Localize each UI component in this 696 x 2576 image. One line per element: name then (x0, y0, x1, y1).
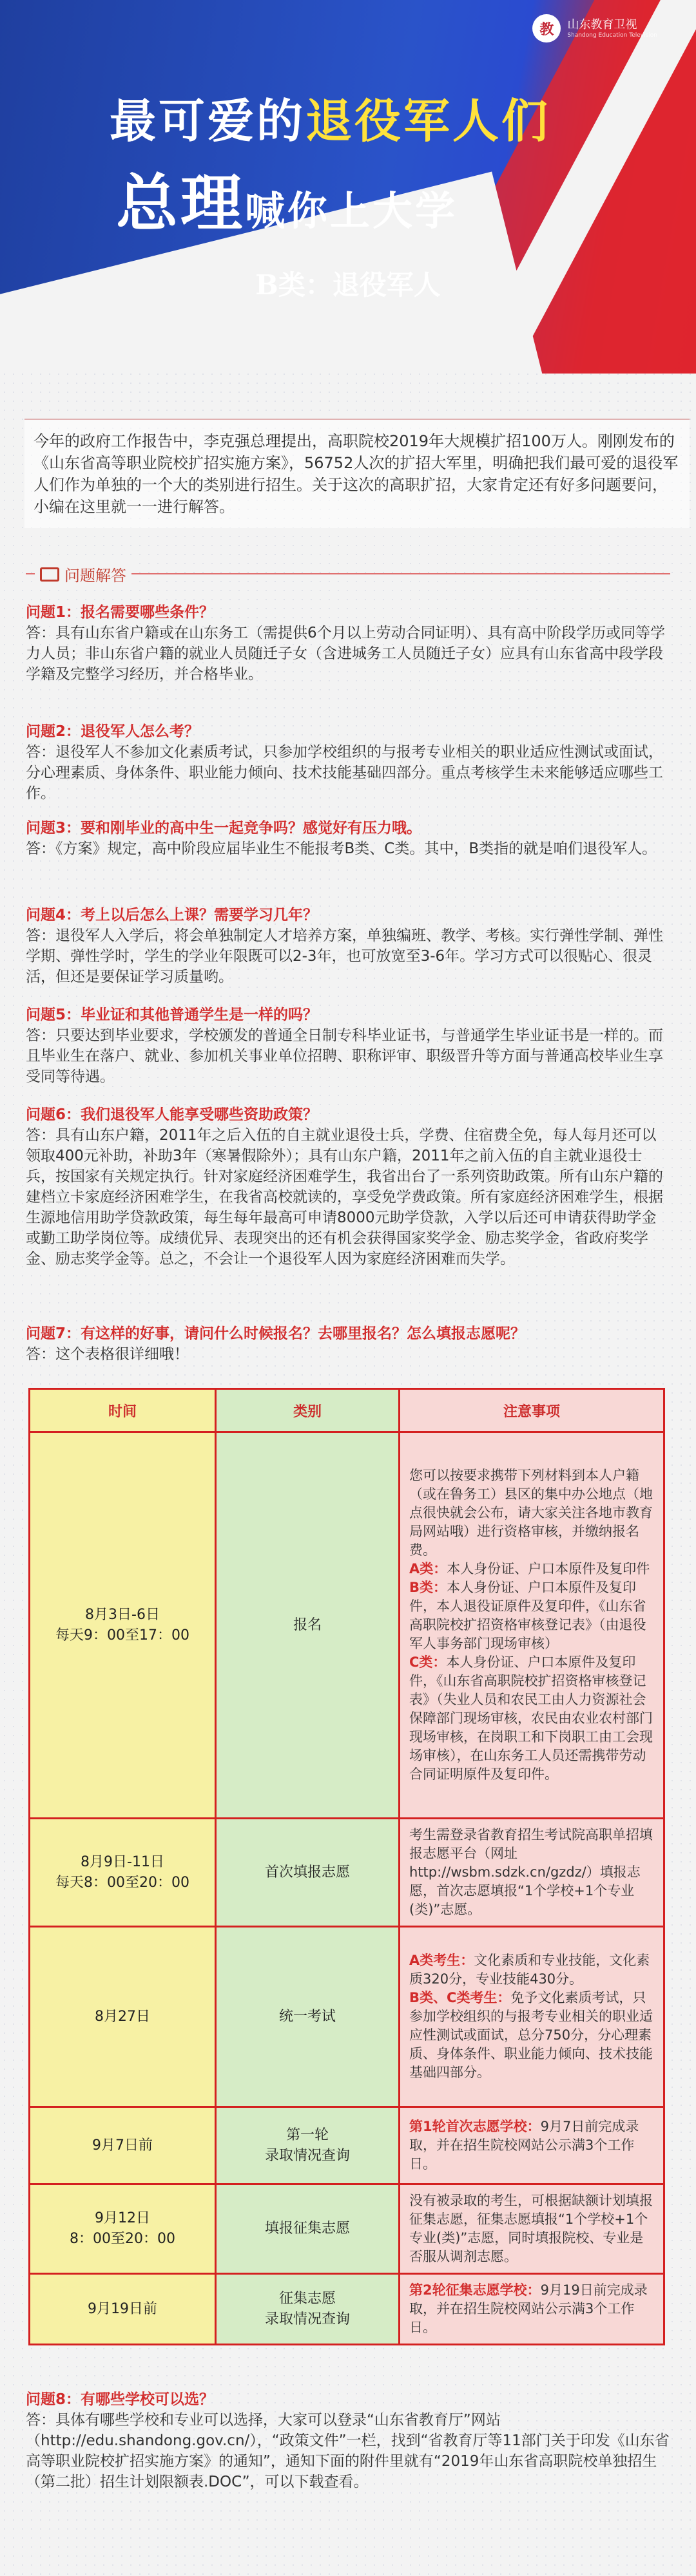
cell-line: 录取情况查询 (264, 2311, 350, 2327)
note-paragraph (409, 1560, 654, 1578)
note-paragraph (409, 2281, 654, 2337)
note-lead: C类： (409, 1654, 447, 1670)
answer: 答：退役军人入学后，将会单独制定人才培养方案，单独编班、教学、考核。实行弹性学制、弹性学期、弹性学时，学生的学业年限既可以2-3年，也可放宽至3-6年。学习方式可以很贴心、很灵活，但还是要保证学习质量哟。 (26, 927, 663, 985)
note-text: 您可以按要求携带下列材料到本人户籍（或在鲁务工）县区的集中办公地点（地点很快就会公布，请大家关注各地市教育局网站哦）进行资格审核，并缴纳报名费。 (409, 1468, 653, 1558)
cell-line: 8月3日-6日 (85, 1606, 160, 1623)
cell-notes (400, 1819, 664, 1927)
headline-part: 喊你上大学 (245, 187, 458, 234)
cell-time (30, 1819, 216, 1927)
answer: 答：只要达到毕业要求，学校颁发的普通全日制专科毕业证书，与普通学生毕业证书是一样的。而且毕业生在落户、就业、参加机关事业单位招聘、职称评审、职级晋升等方面与普通高校毕业生享受同等待遇。 (26, 1027, 663, 1085)
cell-line: 8：00至20：00 (70, 2231, 175, 2247)
category-subtitle: B类：退役军人 (255, 269, 441, 301)
qa-item (26, 2389, 670, 2492)
table-row (30, 2107, 664, 2184)
note-lead: 第1轮首次志愿学校： (409, 2119, 541, 2134)
cell-line: 9月12日 (95, 2210, 150, 2226)
note-paragraph (409, 1951, 654, 1989)
cell-time (30, 2184, 216, 2274)
note-paragraph (409, 2192, 654, 2266)
note-text: 文化素质和专业技能，文化素质320分，专业技能430分。 (409, 1953, 650, 1987)
note-text: 免予文化素质考试，只参加学校组织的与报考专业相关的职业适应性测试或面试，总分750分，分心理素质、身体条件、职业能力倾向、技术技能基础四部分。 (409, 1990, 653, 2080)
question: 问题8：有哪些学校可以选？ (26, 2391, 215, 2408)
note-paragraph (409, 2117, 654, 2174)
logo-sub: Shandong Education Television (567, 32, 657, 39)
cell-category (216, 1432, 400, 1819)
note-text: 本人身份证、户口本原件及复印件，《山东省高职院校扩招资格审核登记表》（失业人员和农民工由人力资源社会保障部门现场审核，农民由农业农村部门现场审核，在岗职工和下岗职工由工会现场审核），在山东务工人员还需携带劳动合同证明原件及复印件。 (409, 1654, 653, 1782)
headline-line1 (110, 84, 550, 151)
cell-time (30, 1432, 216, 1819)
note-text: 本人身份证、户口本原件及复印件，本人退役证原件及复印件，《山东省高职院校扩招资格审核登记表》（由退役军人事务部门现场审核） (409, 1580, 646, 1651)
answer: 答：具有山东户籍，2011年之后入伍的自主就业退役士兵，学费、住宿费全免，每人每月还可以领取400元补助，补助3年（寒暑假除外）；具有山东户籍，2011年之前入伍的自主就业退役士兵，按国家有关规定执行。针对家庭经济困难学生，我省出台了一系列资助政策。所有山东户籍的建档立卡家庭经济困难学生，在我省高校就读的，享受免学费政策。所有家庭经济困难学生，根据生源地信用助学贷款政策，每生每年最高可申请8000元助学贷款，入学以后还可申请获得助学金或勤工助学岗位等。成绩优异、表现突出的还有机会获得国家奖学金、励志奖学金，省政府奖学金、励志奖学金等。总之，不会让一个退役军人因为家庭经济困难而失学。 (26, 1127, 663, 1267)
col-header-notes: 注意事项 (400, 1389, 664, 1432)
qa-item (26, 721, 670, 804)
answer: 答：具有山东省户籍或在山东务工（需提供6个月以上劳动合同证明）、具有高中阶段学历或同等学力人员；非山东省户籍的就业人员随迁子女（含进城务工人员随迁子女）应具有山东省高中段学段学籍及完整学习经历，并合格毕业。 (26, 625, 666, 683)
table-row (30, 2274, 664, 2345)
cell-line: 8月9日-11日 (81, 1853, 164, 1870)
cell-line: 9月19日前 (88, 2300, 157, 2317)
table-row (30, 1432, 664, 1819)
cell-line: 每天8：00至20：00 (55, 1874, 189, 1891)
cell-time (30, 1927, 216, 2107)
note-paragraph (409, 1466, 654, 1560)
note-lead: B类： (409, 1580, 447, 1595)
cell-line: 填报征集志愿 (264, 2221, 350, 2237)
headline-line2 (116, 155, 458, 243)
note-text: 本人身份证、户口本原件及复印件 (447, 1561, 650, 1577)
question: 问题5：毕业证和其他普通学生是一样的吗？ (26, 1007, 318, 1023)
qa-item (26, 1104, 670, 1269)
brand-logo[interactable] (532, 14, 657, 43)
qa-section-header (0, 560, 696, 586)
note-lead: 第2轮征集志愿学校： (409, 2282, 541, 2298)
cell-category (216, 1927, 400, 2107)
qa-item (26, 818, 670, 859)
cell-notes (400, 1927, 664, 2107)
cell-line: 录取情况查询 (264, 2147, 350, 2164)
qa-item (26, 1005, 670, 1087)
cell-line: 征集志愿 (278, 2290, 336, 2307)
book-icon (40, 567, 59, 582)
qa-title: 问题解答 (64, 567, 126, 585)
cell-line: 首次填报志愿 (264, 1864, 350, 1880)
note-text: 9月19日前完成录取，并在招生院校网站公示满3个工作日。 (409, 2282, 648, 2335)
qa-item (26, 905, 670, 987)
question: 问题7：有这样的好事，请问什么时候报名？去哪里报名？怎么填报志愿呢？ (26, 1325, 526, 1342)
cell-notes (400, 2184, 664, 2274)
answer: 答：具体有哪些学校和专业可以选择，大家可以登录“山东省教育厅”网站（http://edu.shandong.gov.cn/），“政策文件”一栏，找到“省教育厅等11部门关于印发《山东省高等职业院校扩招实施方案》的通知”，通知下面的附件里就有“2019年山东省高职院校单独招生（第二批）招生计划限额表.DOC”，可以下载查看。 (26, 2412, 670, 2490)
cell-line: 报名 (293, 1616, 322, 1633)
note-lead: A类考生： (409, 1953, 474, 1968)
cell-line: 第一轮 (285, 2126, 329, 2143)
answer: 答：退役军人不参加文化素质考试，只参加学校组织的与报考专业相关的职业适应性测试或面试，分心理素质、身体条件、职业能力倾向、技术技能基础四部分。重点考核学生未来能够适应哪些工作。 (26, 744, 663, 802)
headline-highlight: 退役军人们 (305, 94, 551, 148)
question: 问题4：考上以后怎么上课？需要学习几年？ (26, 907, 318, 923)
schedule-table (28, 1388, 665, 2345)
col-header-time: 时间 (30, 1389, 216, 1432)
cell-category (216, 2107, 400, 2184)
cell-category (216, 2184, 400, 2274)
table-row (30, 1819, 664, 1927)
cell-notes (400, 2274, 664, 2345)
headline-part: 最可爱的 (110, 94, 306, 148)
cell-category (216, 1819, 400, 1927)
cell-category (216, 2274, 400, 2345)
answer: 答：《方案》规定，高中阶段应届毕业生不能报考B类、C类。其中，B类指的就是咱们退役军人。 (26, 840, 657, 857)
note-paragraph (409, 1826, 654, 1919)
logo-name: 山东教育卫视 (567, 18, 637, 32)
cell-line: 9月7日前 (92, 2137, 153, 2154)
logo-icon: 教 (532, 14, 561, 43)
hero-banner (0, 0, 696, 374)
cell-line: 每天9：00至17：00 (55, 1627, 189, 1643)
cell-notes (400, 1432, 664, 1819)
table-header-row (30, 1389, 664, 1432)
question: 问题6：我们退役军人能享受哪些资助政策？ (26, 1106, 318, 1123)
note-paragraph (409, 1578, 654, 1653)
col-header-category: 类别 (216, 1389, 400, 1432)
note-paragraph (409, 1989, 654, 2082)
qa-tag (35, 563, 131, 585)
intro-paragraph: 今年的政府工作报告中，李克强总理提出，高职院校2019年大规模扩招100万人。刚刚发布的《山东省高等职业院校扩招实施方案》，56752人次的扩招大军里，明确把我们最可爱的退役军人们作为单独的一个大的类别进行招生。关于这次的高职扩招，大家肯定还有好多问题要问，小编在这里就一一进行解答。 (24, 419, 690, 528)
headline-highlight: 总理 (116, 167, 245, 240)
note-paragraph (409, 1653, 654, 1784)
table-row (30, 1927, 664, 2107)
note-lead: A类： (409, 1561, 447, 1577)
answer: 答：这个表格很详细哦！ (26, 1346, 189, 1363)
note-text: 没有被录取的考生，可根据缺额计划填报征集志愿，征集志愿填报“1个学校+1个专业(类)”志愿，同时填报院校、专业是否服从调剂志愿。 (409, 2193, 653, 2264)
question: 问题2：退役军人怎么考？ (26, 723, 200, 740)
qa-item (26, 1323, 670, 1365)
note-lead: B类、C类考生： (409, 1990, 511, 2005)
note-text: 9月7日前完成录取，并在招生院校网站公示满3个工作日。 (409, 2119, 639, 2172)
cell-time (30, 2107, 216, 2184)
cell-notes (400, 2107, 664, 2184)
note-text: 考生需登录省教育招生考试院高职单招填报志愿平台（网址http://wsbm.sdzk.cn/gzdz/）填报志愿，首次志愿填报“1个学校+1个专业(类)”志愿。 (409, 1827, 653, 1917)
cell-time (30, 2274, 216, 2345)
qa-item (26, 602, 670, 685)
question: 问题1：报名需要哪些条件？ (26, 604, 215, 621)
cell-line: 统一考试 (278, 2008, 336, 2025)
cell-line: 8月27日 (95, 2008, 150, 2025)
question: 问题3：要和刚毕业的高中生一起竞争吗？感觉好有压力哦。 (26, 820, 422, 837)
table-row (30, 2184, 664, 2274)
